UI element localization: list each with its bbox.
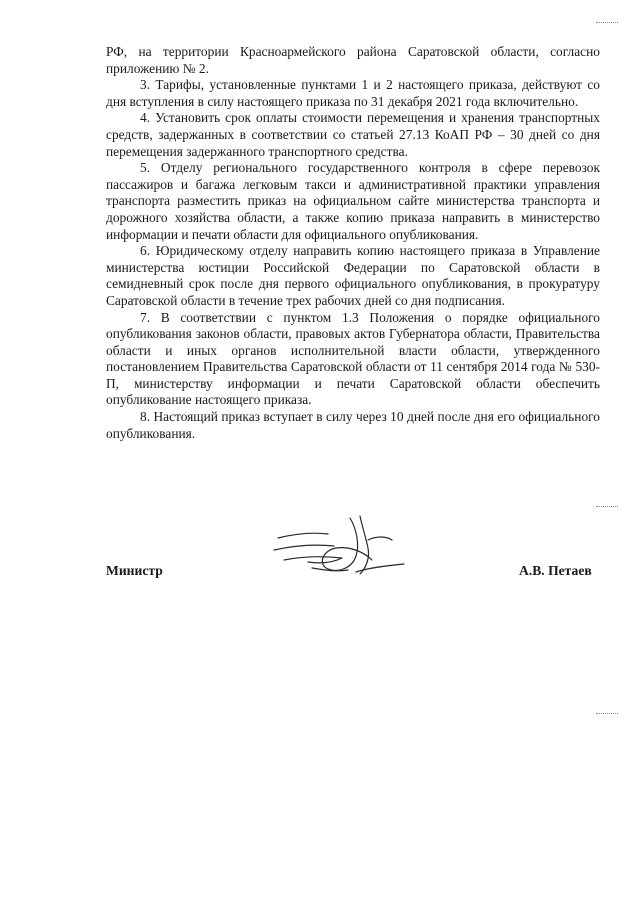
scan-edge-mark-middle xyxy=(596,506,618,507)
paragraph-6: 6. Юридическому отделу направить копию настоящего приказа в Управление министерства юстиции Российской Федерации по Саратовской области в семидневный срок после дня первого официального опубликования, в прокуратуру Саратовской области в течение трех рабочих дней со дня подписания. xyxy=(106,243,600,308)
scan-edge-mark-top xyxy=(596,22,618,23)
paragraph-8: 8. Настоящий приказ вступает в силу через 10 дней после дня его официального опубликования. xyxy=(106,409,600,441)
paragraph-4: 4. Установить срок оплаты стоимости перемещения и хранения транспортных средств, задержанных в соответствии со статьей 27.13 КоАП РФ – 30 дней со дня перемещения задержанного транспортного средства. xyxy=(106,110,600,159)
paragraph-7: 7. В соответствии с пунктом 1.3 Положения о порядке официального опубликования законов области, правовых актов Губернатора области, Правительства области и иных органов исполнительной власти области, утвержденного постановлением Правительства Саратовской области от 11 сентября 2014 года № 530-П, министерству информации и печати Саратовской области обеспечить опубликование настоящего приказа. xyxy=(106,309,600,408)
signatory-name: А.В. Петаев xyxy=(519,563,592,578)
scan-edge-mark-lower xyxy=(596,713,618,714)
paragraph-3: 3. Тарифы, установленные пунктами 1 и 2 настоящего приказа, действуют со дня вступления в силу настоящего приказа по 31 декабря 2021 года включительно. xyxy=(106,77,600,109)
paragraph-continuation: РФ, на территории Красноармейского района Саратовской области, согласно приложению № 2. xyxy=(106,44,600,76)
handwritten-signature-icon xyxy=(264,510,424,590)
signatory-title: Министр xyxy=(106,563,163,578)
document-body xyxy=(106,44,600,442)
paragraph-5: 5. Отделу регионального государственного контроля в сфере перевозок пассажиров и багажа легковым такси и административной практики управления транспорта разместить приказ на официальном сайте министерства транспорта и дорожного хозяйства области, а также копию приказа направить в министерство информации и печати области для официального опубликования. xyxy=(106,160,600,242)
